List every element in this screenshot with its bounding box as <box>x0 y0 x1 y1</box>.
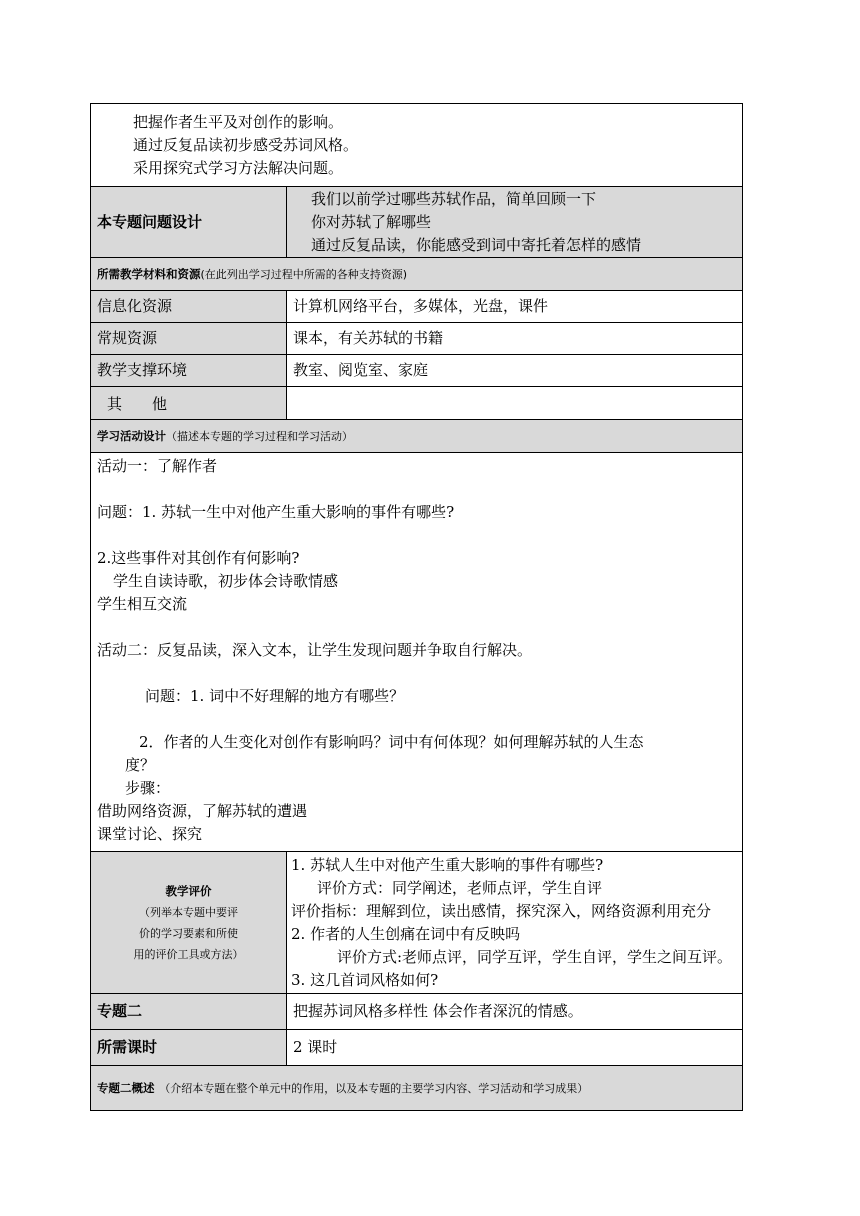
material-value-environment: 教室、阅览室、家庭 <box>287 355 743 387</box>
materials-note: (在此列出学习过程中所需的各种支持资源) <box>200 268 408 281</box>
evaluation-content <box>287 852 743 994</box>
evaluation-label-cell <box>91 852 287 994</box>
activity-line: 课堂讨论、探究 <box>97 825 203 843</box>
topic2-label: 专题二 <box>91 994 287 1030</box>
activity-line: 学生自读诗歌，初步体会诗歌情感 <box>113 572 339 590</box>
goals-cell <box>91 104 743 187</box>
evaluation-note-1: （列举本专题中要评 <box>139 905 238 919</box>
goal-1: 把握作者生平及对创作的影响。 <box>133 112 344 131</box>
material-label-environment: 教学支撑环境 <box>91 355 287 387</box>
evaluation-line: 3. 这几首词风格如何? <box>291 970 439 989</box>
question-line-1: 我们以前学过哪些苏轼作品，简单回顾一下 <box>311 189 597 208</box>
activities-label: 学习活动设计 <box>97 429 166 443</box>
overview-note: （介绍本专题在整个单元中的作用，以及本专题的主要学习内容、学习活动和学习成果） <box>159 1082 589 1095</box>
activities-content <box>91 453 743 852</box>
material-label-regular: 常规资源 <box>91 323 287 355</box>
activity-line: 活动二：反复品读，深入文本，让学生发现问题并争取自行解决。 <box>97 641 533 659</box>
materials-label: 所需教学材料和资源 <box>97 267 201 281</box>
topic2-value: 把握苏词风格多样性 体会作者深沉的情感。 <box>287 994 743 1030</box>
evaluation-label: 教学评价 <box>165 883 212 898</box>
hours-value: 2 课时 <box>287 1030 743 1066</box>
hours-label: 所需课时 <box>91 1030 287 1066</box>
material-value-other <box>287 387 743 420</box>
question-design-label: 本专题问题设计 <box>91 187 287 258</box>
material-value-regular: 课本，有关苏轼的书籍 <box>287 323 743 355</box>
activity-line: 学生相互交流 <box>97 595 188 613</box>
goal-2: 通过反复品读初步感受苏词风格。 <box>133 135 359 154</box>
evaluation-line: 2. 作者的人生创痛在词中有反映吗 <box>291 924 521 943</box>
lesson-plan-table <box>90 103 743 1111</box>
question-design-content <box>287 187 743 258</box>
evaluation-line: 评价方式:老师点评，同学互评，学生自评，学生之间互评。 <box>337 947 733 966</box>
evaluation-line: 评价方式：同学阐述，老师点评，学生自评 <box>317 878 603 897</box>
overview-header <box>91 1066 743 1111</box>
material-label-digital: 信息化资源 <box>91 291 287 323</box>
goal-3: 采用探究式学习方法解决问题。 <box>133 158 344 177</box>
evaluation-line: 评价指标：理解到位，读出感情，探究深入，网络资源利用充分 <box>291 901 712 920</box>
evaluation-note-2: 价的学习要素和所使 <box>139 926 238 940</box>
evaluation-note-3: 用的评价工具或方法） <box>133 947 244 961</box>
activity-line: 步骤： <box>125 779 171 797</box>
material-value-digital: 计算机网络平台，多媒体，光盘，课件 <box>287 291 743 323</box>
overview-label: 专题二概述 <box>97 1081 155 1095</box>
evaluation-line: 1. 苏轼人生中对他产生重大影响的事件有哪些? <box>291 855 604 874</box>
activity-line: 2．作者的人生变化对创作有影响吗？词中有何体现？如何理解苏轼的人生态 <box>139 733 644 751</box>
activity-line: 问题：1. 词中不好理解的地方有哪些？ <box>145 687 405 705</box>
activities-header <box>91 420 743 453</box>
activity-line: 2.这些事件对其创作有何影响? <box>97 549 300 567</box>
activity-line: 活动一：了解作者 <box>97 457 218 475</box>
activity-line: 度？ <box>125 756 156 774</box>
material-label-other-text: 其 他 <box>107 395 168 413</box>
question-line-2: 你对苏轼了解哪些 <box>311 212 432 231</box>
question-line-3: 通过反复品读，你能感受到词中寄托着怎样的感情 <box>311 235 642 254</box>
activity-line: 问题：1. 苏轼一生中对他产生重大影响的事件有哪些? <box>97 503 455 521</box>
materials-header <box>91 258 743 291</box>
material-label-other <box>91 387 287 420</box>
activities-note: （描述本专题的学习过程和学习活动） <box>166 430 353 443</box>
activity-line: 借助网络资源，了解苏轼的遭遇 <box>97 802 308 820</box>
